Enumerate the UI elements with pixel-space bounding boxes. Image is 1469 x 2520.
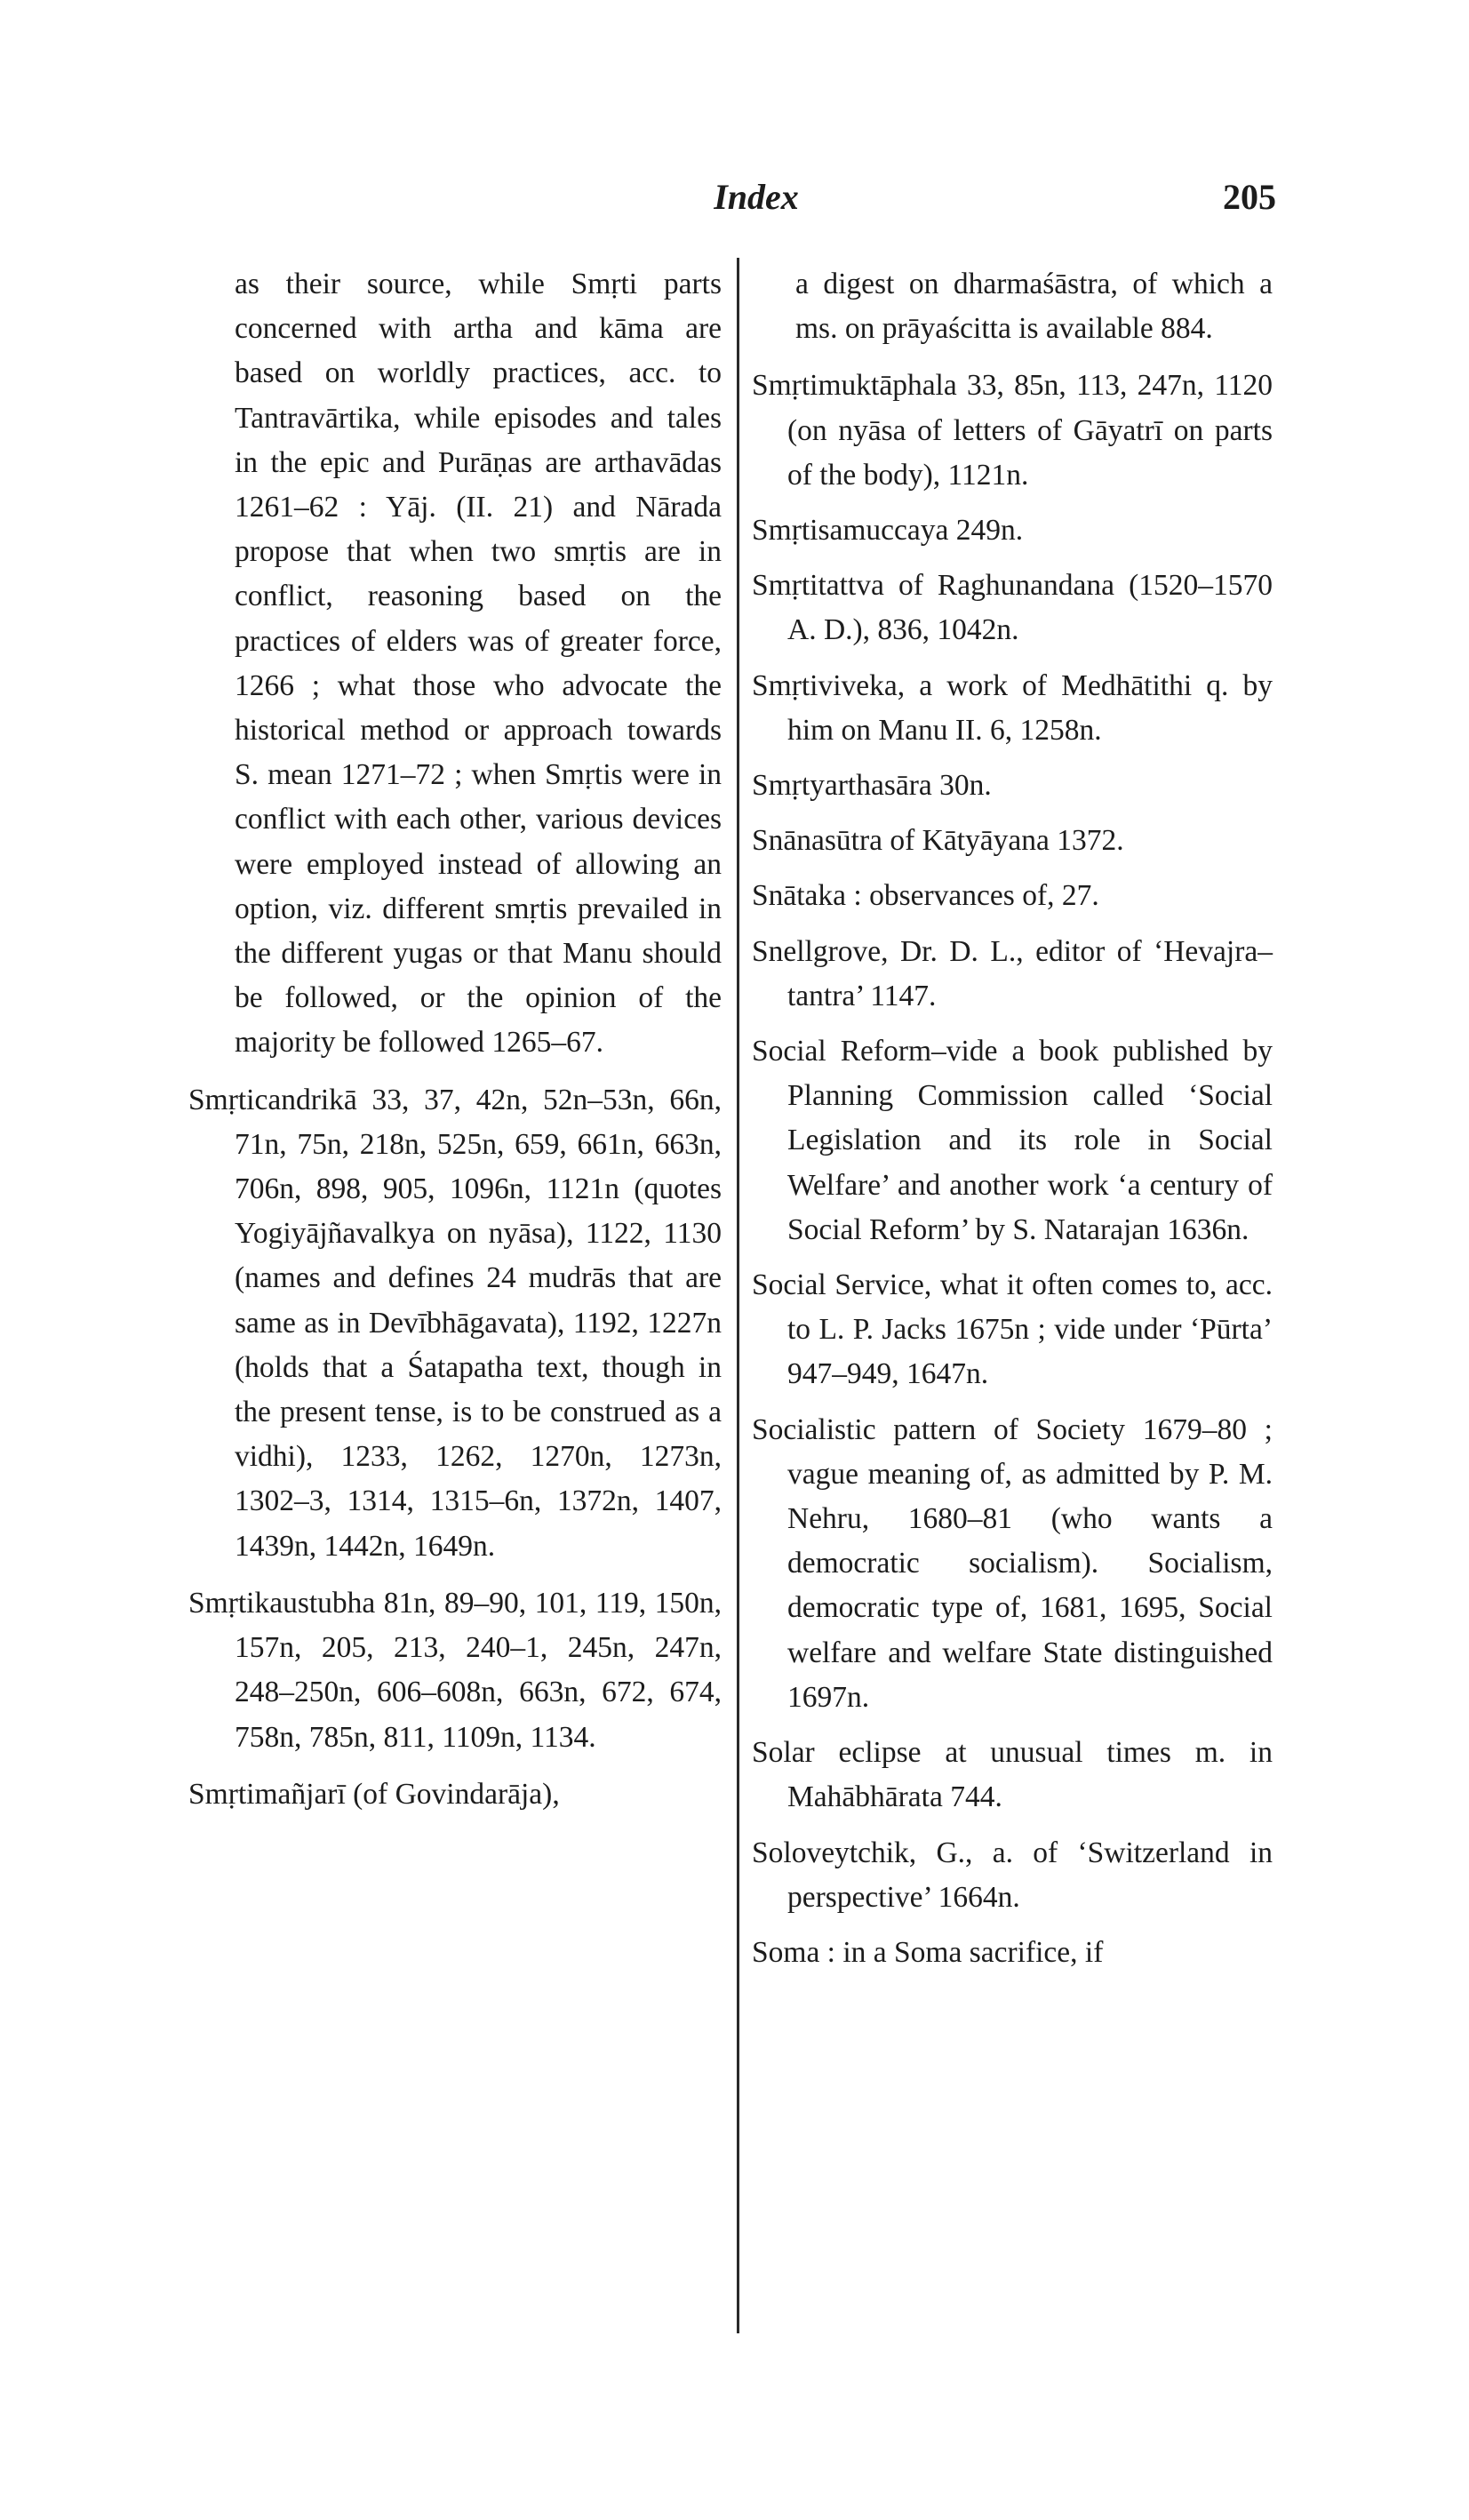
entry-text: 33, 37, 42n, 52n–53n, 66n, 71n, 75n, 218n, 525n, 659, 661n, 663n, 706n, 898, 905, 1096n, 1121n (quotes Yogiyājñavalkya on nyāsa), 1122, 1130 (names and defines 24 mudrās that are same as in Devībhāgavata), 1192, 1227n (holds that a Śatapatha text, though in the present tense, is to be construed as a vidhi), 1233, 1262, 1270n, 1273n, 1302–3, 1314, 1315–6n, 1372n, 1407, 1439n, 1442n, 1649n. [235, 1083, 722, 1563]
index-entry [752, 508, 1273, 553]
index-entry [752, 930, 1273, 1019]
index-entry [752, 874, 1273, 918]
index-entry [752, 1029, 1273, 1252]
index-entry [752, 764, 1273, 808]
entry-heading: Smṛtisamuccaya [752, 514, 949, 548]
index-entry [188, 1078, 722, 1569]
entry-heading: Snātaka : [752, 879, 862, 913]
index-entry [188, 1581, 722, 1760]
running-title: Index [714, 177, 799, 217]
entry-heading: Smṛtimañjarī [188, 1777, 346, 1811]
entry-heading: Social Service, [752, 1268, 932, 1302]
entry-text: in a Soma sacrifice, if [835, 1935, 1104, 1969]
index-entry [752, 664, 1273, 753]
index-entry [752, 1831, 1273, 1920]
entry-heading: Smṛtiviveka, [752, 668, 906, 702]
continued-entry-text: a digest on dharmaśāstra, of which a ms. on prāyaścitta is available 884. [795, 268, 1273, 346]
entry-text: at unusual times m. in Mahābhārata 744. [787, 1736, 1273, 1814]
entry-text: 33, 85n, 113, 247n, 1120 (on nyāsa of letters of Gāyatrī on parts of the body), 1121n. [787, 369, 1273, 492]
running-head [0, 171, 1469, 224]
index-entry [752, 564, 1273, 652]
entry-heading: Smṛticandrikā [188, 1083, 357, 1116]
entry-text: a book published by Planning Commission called ‘Social Legislation and its role in Social Welfare’ and another work ‘a century of Social Reform’ by S. Natarajan 1636n. [787, 1035, 1273, 1246]
left-column [188, 262, 722, 1829]
index-entry [752, 819, 1273, 863]
entry-text: (of Govindarāja), [345, 1777, 560, 1811]
index-entry [752, 364, 1273, 498]
entry-heading: Soma : [752, 1935, 835, 1969]
entry-text: editor of ‘Hevajra–tantra’ 1147. [787, 934, 1273, 1012]
entry-heading: Snellgrove, Dr. D. L., [752, 934, 1024, 968]
entry-heading: Smṛtitattva [752, 569, 884, 603]
index-entry [752, 1263, 1273, 1397]
index-entry [752, 1731, 1273, 1820]
right-column [752, 262, 1273, 1986]
entry-heading: Smṛtimuktāphala [752, 369, 957, 403]
entry-text: 81n, 89–90, 101, 119, 150n, 157n, 205, 213, 240–1, 245n, 247n, 248–250n, 606–608n, 663n, 672, 674, 758n, 785n, 811, 1109n, 1134. [235, 1586, 722, 1754]
column-divider [737, 258, 739, 2333]
entry-text: of Kātyāyana 1372. [882, 824, 1124, 858]
entry-text: observances of, 27. [861, 879, 1099, 913]
index-entry [188, 1772, 722, 1817]
entry-heading: Snānasūtra [752, 824, 882, 858]
continued-entry-text: as their source, while Smṛti parts concerned with artha and kāma are based on worldly practices, acc. to Tantravārtika, while episodes and tales in the epic and Purāṇas are arthavādas 1261–62 : Yāj. (II. 21) and Nārada propose that when two smṛtis are in conflict, reasoning based on the practices of elders was of greater force, 1266 ; what those who advocate the historical method or approach towards S. mean 1271–72 ; when Smṛtis were in conflict with each other, various devices were employed instead of allowing an option, viz. different smṛtis prevailed in the different yugas or that Manu should be followed, or the opinion of the majority be followed 1265–67. [235, 268, 722, 1060]
entry-text: what it often comes to, acc. to L. P. Jacks 1675n ; vide under ‘Pūrta’ 947–949, 1647n. [787, 1268, 1273, 1391]
entry-heading: Solar eclipse [752, 1736, 922, 1770]
entry-heading: Social Reform–vide [752, 1035, 998, 1068]
entry-text: of Raghunandana (1520–1570 A. D.), 836, 1042n. [787, 569, 1273, 647]
entry-text: 249n. [948, 514, 1024, 548]
index-entry [752, 1408, 1273, 1720]
index-entry [752, 1931, 1273, 1975]
entry-text: a. of ‘Switzerland in perspective’ 1664n. [787, 1836, 1273, 1914]
entry-heading: Smṛtikaustubha [188, 1586, 376, 1620]
page-number: 205 [1223, 177, 1276, 217]
entry-heading: Soloveytchik, G., [752, 1836, 973, 1869]
entry-text: pattern of Society 1679–80 ; vague meaning of, as admitted by P. M. Nehru, 1680–81 (who wants a democratic socialism). Socialism, democratic type of, 1681, 1695, Social welfare and welfare State distinguished 1697n. [787, 1412, 1273, 1714]
entry-heading: Smṛtyarthasāra [752, 769, 932, 803]
entry-text: a work of Medhātithi q. by him on Manu II. 6, 1258n. [787, 668, 1273, 747]
entry-heading: Socialistic [752, 1412, 876, 1446]
entry-text: 30n. [931, 769, 992, 803]
